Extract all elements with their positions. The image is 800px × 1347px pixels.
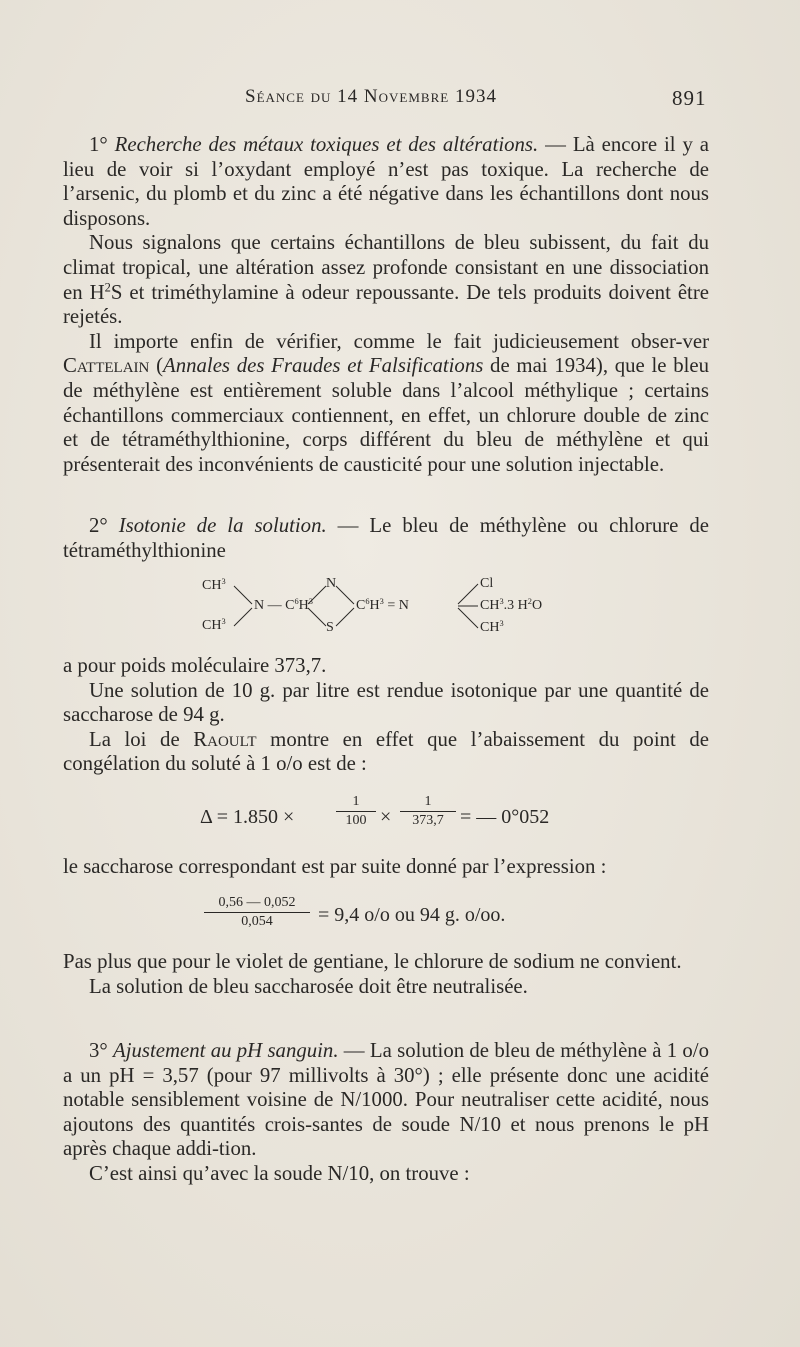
- fraction-denominator: 373,7: [412, 813, 444, 828]
- section-1-title: Recherche des métaux toxiques et des altérations.: [114, 133, 539, 156]
- bond-line: [458, 584, 478, 604]
- section-1-paragraph-3: [63, 330, 709, 478]
- fraction-numerator: 0,56 — 0,052: [218, 895, 296, 910]
- fraction-1: [336, 794, 376, 829]
- paragraph-text: La loi de: [89, 727, 194, 751]
- formula-label: Cl: [480, 576, 494, 591]
- paragraph-text: Nous signalons que certains échantillons de bleu subissent, du fait du climat tropical, une altération assez profonde consistant en une dissociation en H: [63, 231, 709, 304]
- formula-label: $C^6H^3 = N$: [356, 596, 409, 613]
- author-name: Raoult: [193, 727, 257, 751]
- equation-2-rhs: = 9,4 o/o ou 94 g. o/oo.: [318, 904, 506, 926]
- formula-label: S: [326, 620, 334, 635]
- section-1-paragraph-2: [63, 231, 709, 329]
- times-sign: ×: [380, 806, 392, 828]
- section-3-title: Ajustement au pH sanguin.: [113, 1039, 339, 1062]
- fraction-denominator: 0,054: [241, 914, 273, 929]
- section-2-expression-intro: [63, 855, 709, 880]
- section-3-number: 3°: [89, 1039, 108, 1062]
- paragraph-text: Il importe enfin de vérifier, comme le fait judicieusement obser-ver: [89, 329, 709, 353]
- section-2-paragraph-2: a pour poids moléculaire 373,7.: [63, 654, 327, 677]
- section-2-paragraph-7: La solution de bleu saccharosée doit être neutralisée.: [89, 974, 528, 998]
- journal-title: Annales des Fraudes et Falsifications: [163, 354, 484, 378]
- fraction-numerator: 1: [352, 794, 360, 809]
- formula-label: $CH^3$: [202, 616, 226, 633]
- section-2-end: [63, 950, 709, 999]
- superscript: 2: [104, 280, 111, 295]
- section-2-body: [63, 654, 709, 777]
- section-2-number: 2°: [89, 514, 108, 537]
- paragraph-text: (: [149, 354, 164, 378]
- section-1-text: — Là encore il y a lieu de voir si l’oxydant employé n’est pas toxique. La recherche de l’arsenic, du plomb et du zinc a été négative dans les échantillons dont nous disposons.: [63, 133, 710, 230]
- author-name: Cattelain: [63, 354, 150, 378]
- section-3-paragraph-1: [63, 1039, 709, 1162]
- bond-line: [234, 586, 252, 604]
- formula-label: N: [326, 576, 337, 591]
- section-3-text: — La solution de bleu de méthylène à 1 o/o a un pH = 3,57 (pour 97 millivolts à 30°) ; elle présente donc une acidité notable sensiblement voisine de N/1000. Pour neutraliser cette acidité, nous ajoutons des quantités crois-santes de soude N/10 et nous prenons le pH après chaque addi-tion.: [63, 1039, 709, 1161]
- page-header: [0, 86, 800, 116]
- section-2-paragraph-1: [63, 514, 709, 563]
- bond-line: [336, 608, 354, 626]
- paragraph-text: montre en effet que l’abaissement du point de congélation du soluté à 1 o/o est de :: [63, 727, 709, 776]
- formula-label: $CH^3$: [480, 618, 504, 635]
- page-number: 891: [672, 86, 707, 110]
- section-3: [63, 1039, 709, 1187]
- section-2-title: Isotonie de la solution.: [118, 514, 327, 537]
- fraction-3: [204, 895, 310, 930]
- section-2-intro: [63, 514, 709, 563]
- section-1-paragraph-1: [63, 133, 709, 231]
- fraction-numerator: 1: [424, 794, 432, 809]
- bond-line: [234, 608, 252, 626]
- section-1-number: 1°: [89, 133, 108, 156]
- section-1: [63, 133, 709, 477]
- formula-label: $CH^3.3$ $H^2O$: [480, 596, 543, 613]
- equation-1-rhs: = — 0°052: [460, 806, 550, 828]
- section-2-text: — Le bleu de méthylène ou chlorure de tétraméthylthionine: [63, 514, 710, 562]
- section-2-paragraph-6: Pas plus que pour le violet de gentiane, le chlorure de sodium ne convient.: [63, 950, 682, 973]
- fraction-denominator: 100: [345, 813, 367, 828]
- running-title: Séance du 14 Novembre 1934: [245, 86, 497, 107]
- formula-label: N — $C^6H^3$: [254, 596, 313, 613]
- section-3-paragraph-2: C’est ainsi qu’avec la soude N/10, on trouve :: [89, 1161, 470, 1185]
- bond-line: [336, 586, 354, 604]
- structural-formula: [190, 574, 610, 644]
- paragraph-text: de mai 1934), que le bleu de méthylène est entièrement soluble dans l’alcool méthylique ; certains échantillons commerciaux contiennent, en effet, un chlorure double de zinc et de tétraméthylthionine, corps différent du bleu de méthylène et qui présenterait des inconvénients de causticité pour une solution injectable.: [63, 354, 710, 476]
- formula-label: $CH^3$: [202, 576, 226, 593]
- section-2-paragraph-4: [63, 728, 709, 777]
- section-2-paragraph-5: le saccharose correspondant est par suite donné par l’expression :: [63, 855, 607, 878]
- paragraph-text: S et triméthylamine à odeur repoussante. De tels produits doivent être rejetés.: [63, 280, 709, 329]
- section-2-paragraph-3: Une solution de 10 g. par litre est rendue isotonique par une quantité de saccharose de 94 g.: [63, 678, 709, 727]
- bond-line: [458, 608, 478, 628]
- equation-1-lhs: Δ = 1.850 ×: [200, 806, 295, 828]
- fraction-2: [400, 794, 456, 829]
